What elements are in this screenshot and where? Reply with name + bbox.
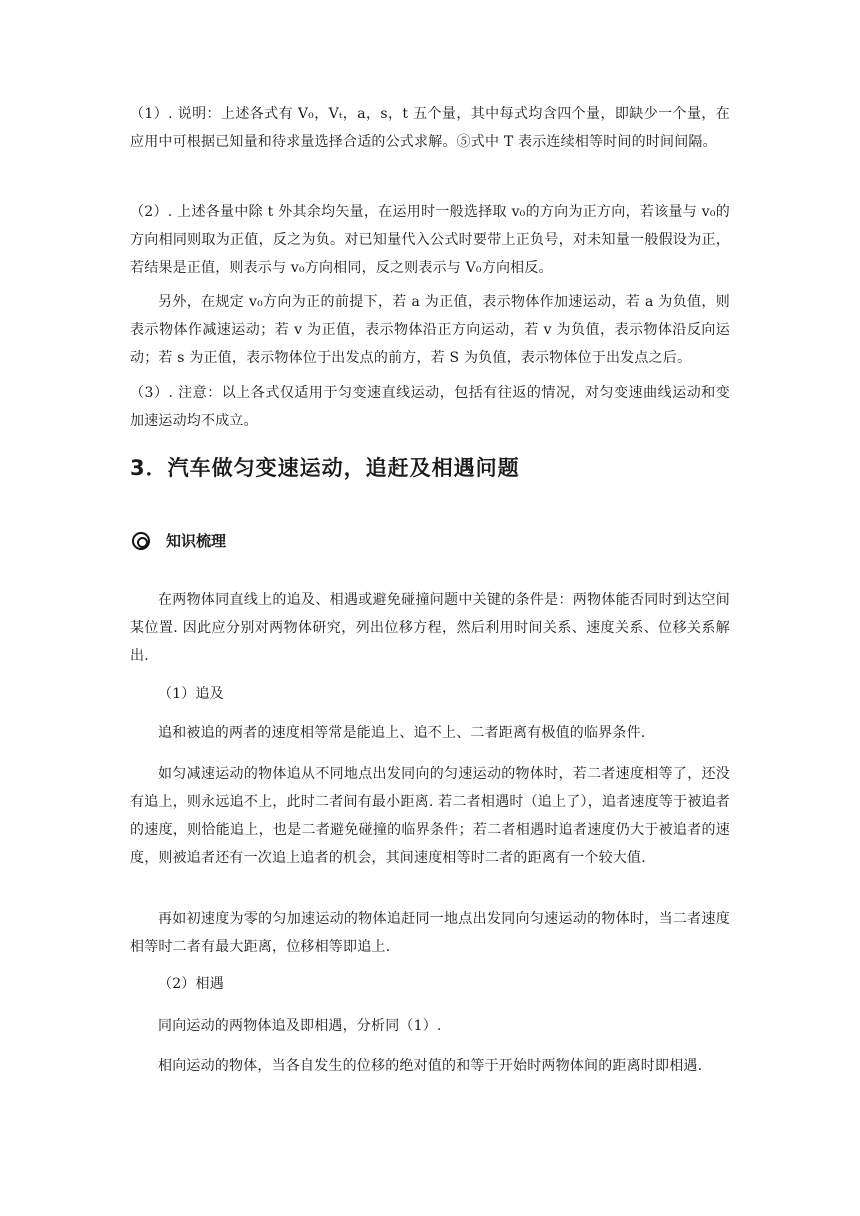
- paragraph-intro: 在两物体同直线上的追及、相遇或避免碰撞问题中关键的条件是：两物体能否同时到达空间某位置. 因此应分别对两物体研究，列出位移方程，然后利用时间关系、速度关系、位移关系解出.: [130, 592, 730, 664]
- section-heading: 3．汽车做匀变速运动，追赶及相遇问题: [130, 456, 520, 480]
- subheading-row: [132, 530, 226, 551]
- paragraph-vector-signs: （2）. 上述各量中除 t 外其余均矢量，在运用时一般选择取 v₀的方向为正方向，若该量与 v₀的方向相同则取为正值，反之为负。对已知量代入公式时要带上正负号，对未知量一般假设为正，若结果是正值，则表示与 v₀方向相同，反之则表示与 V₀方向相反。: [130, 204, 730, 276]
- paragraph-note: （3）. 注意：以上各式仅适用于匀变速直线运动，包括有往返的情况，对匀变速曲线运动和变加速运动均不成立。: [130, 385, 730, 429]
- label-chase: （1）追及: [158, 686, 224, 702]
- paragraph-critical-condition: 追和被追的两者的速度相等常是能追上、追不上、二者距离有极值的临界条件.: [158, 725, 646, 741]
- paragraph-opposite-direction: 相向运动的物体，当各自发生的位移的绝对值的和等于开始时两物体间的距离时即相遇.: [158, 1058, 703, 1074]
- double-circle-icon: [132, 532, 150, 550]
- paragraph-same-direction: 同向运动的两物体追及即相遇，分析同（1）.: [158, 1018, 442, 1034]
- label-meeting: （2）相遇: [158, 976, 224, 992]
- paragraph-decelerating-chase: 如匀减速运动的物体追从不同地点出发同向的匀速运动的物体时，若二者速度相等了，还没有追上，则永远追不上，此时二者间有最小距离. 若二者相遇时（追上了），追者速度等于被追者的速度，则恰能追上，也是二者避免碰撞的临界条件；若二者相遇时追者速度仍大于被追者的速度，则被追者还有一次追上追者的机会，其间速度相等时二者的距离有一个较大值.: [130, 766, 730, 866]
- paragraph-sign-meaning: 另外，在规定 v₀方向为正的前提下，若 a 为正值，表示物体作加速运动，若 a 为负值，则表示物体作减速运动；若 v 为正值，表示物体沿正方向运动，若 v 为负值，表示物体沿反向运动；若 s 为正值，表示物体位于出发点的前方，若 S 为负值，表示物体位于出发点之后。: [130, 294, 730, 366]
- subheading-label: 知识梳理: [166, 532, 227, 550]
- paragraph-explanation: （1）. 说明：上述各式有 V₀，Vₜ，a，s，t 五个量，其中每式均含四个量，即缺少一个量，在应用中可根据已知量和待求量选择合适的公式求解。⑤式中 T 表示连续相等时间的时间间隔。: [130, 106, 730, 150]
- paragraph-accelerating-chase: 再如初速度为零的匀加速运动的物体追赶同一地点出发同向匀速运动的物体时，当二者速度相等时二者有最大距离，位移相等即追上.: [130, 911, 730, 955]
